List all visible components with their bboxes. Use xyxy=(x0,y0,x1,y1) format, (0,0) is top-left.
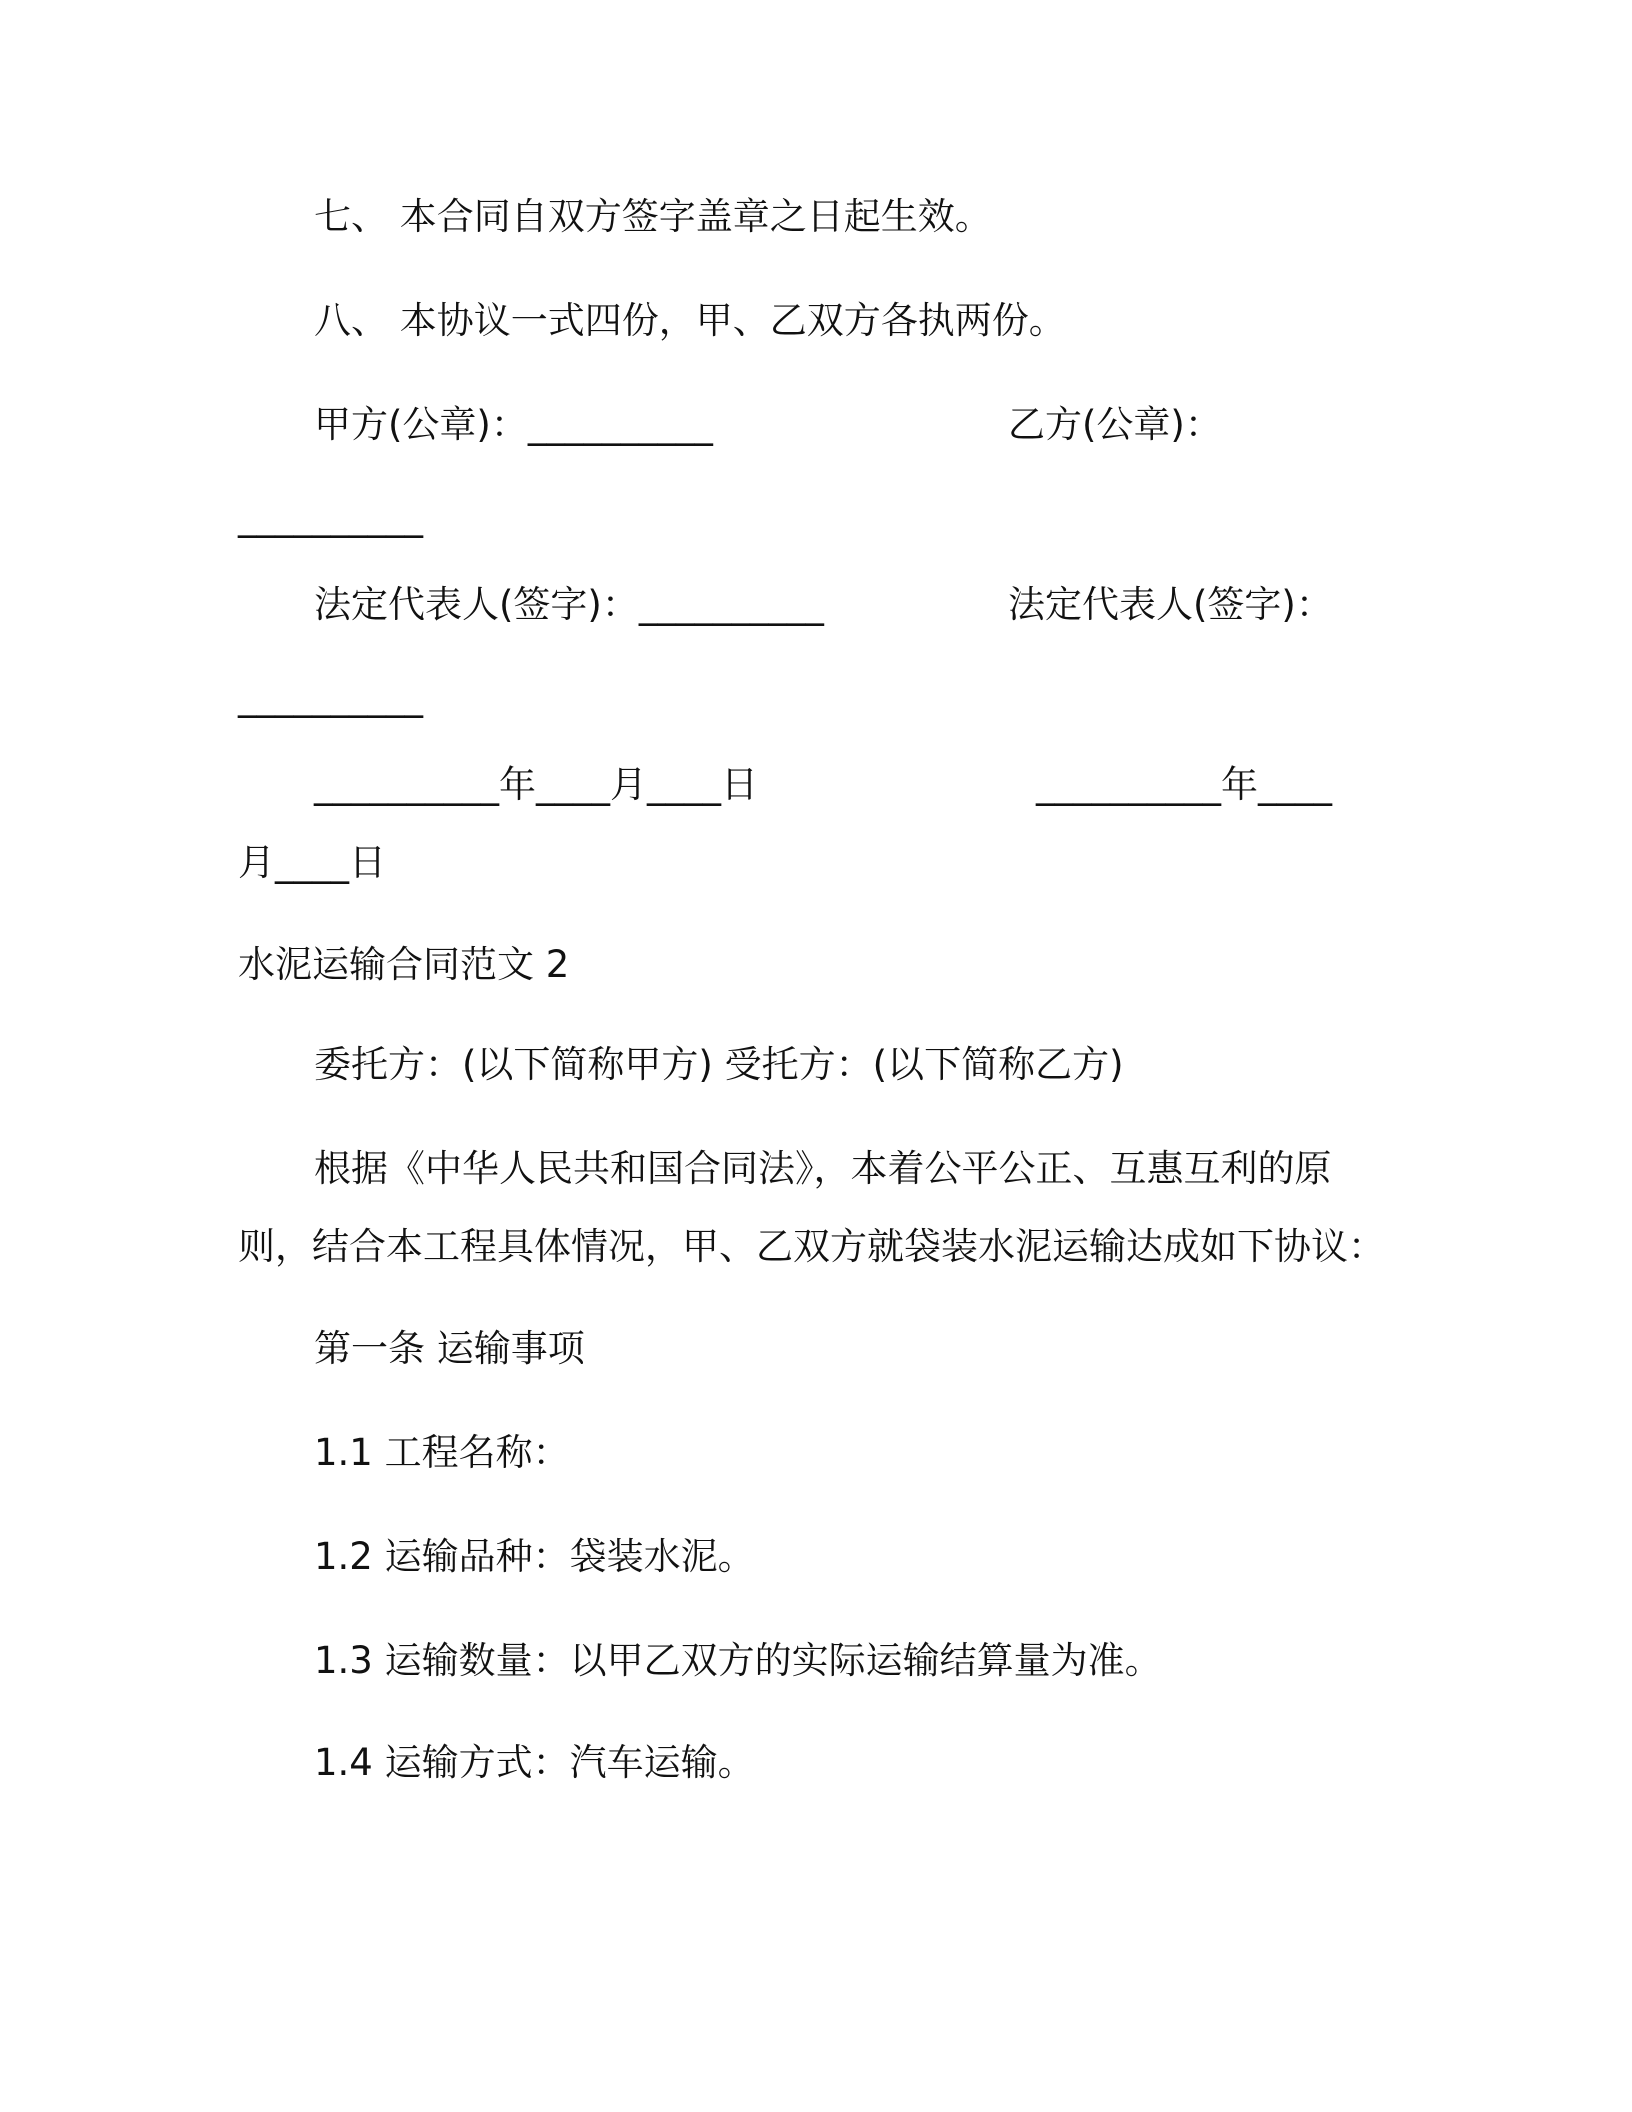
party-a-representative-line: 法定代表人(签字)：__________ xyxy=(314,583,824,626)
intro-paragraph-line-2: 则，结合本工程具体情况，甲、乙双方就袋装水泥运输达成如下协议： xyxy=(238,1225,1385,1268)
intro-paragraph-line-1: 根据《中华人民共和国合同法》，本着公平公正、互惠互利的原 xyxy=(314,1147,1332,1190)
party-b-date-continuation: 月____日 xyxy=(238,841,386,884)
item-1-4: 1.4 运输方式：汽车运输。 xyxy=(314,1741,755,1784)
party-b-seal-blank: __________ xyxy=(238,495,423,538)
parties-line: 委托方：(以下简称甲方) 受托方：(以下简称乙方) xyxy=(314,1043,1124,1086)
party-b-representative-blank: __________ xyxy=(238,675,423,718)
item-1-3: 1.3 运输数量：以甲乙双方的实际运输结算量为准。 xyxy=(314,1639,1162,1682)
party-a-seal-line: 甲方(公章)：__________ xyxy=(314,403,713,446)
party-b-date-line: __________年____ xyxy=(1036,763,1332,806)
clause-item-7: 七、 本合同自双方签字盖章之日起生效。 xyxy=(314,195,992,238)
party-b-seal-label: 乙方(公章)： xyxy=(1008,403,1222,446)
item-1-1: 1.1 工程名称： xyxy=(314,1431,570,1474)
clause-item-8: 八、 本协议一式四份，甲、乙双方各执两份。 xyxy=(314,299,1066,342)
party-b-representative-label: 法定代表人(签字)： xyxy=(1008,583,1333,626)
section-title: 水泥运输合同范文 2 xyxy=(238,943,570,986)
party-a-date-line: __________年____月____日 xyxy=(314,763,758,806)
article-1-heading: 第一条 运输事项 xyxy=(314,1327,585,1370)
item-1-2: 1.2 运输品种：袋装水泥。 xyxy=(314,1535,755,1578)
